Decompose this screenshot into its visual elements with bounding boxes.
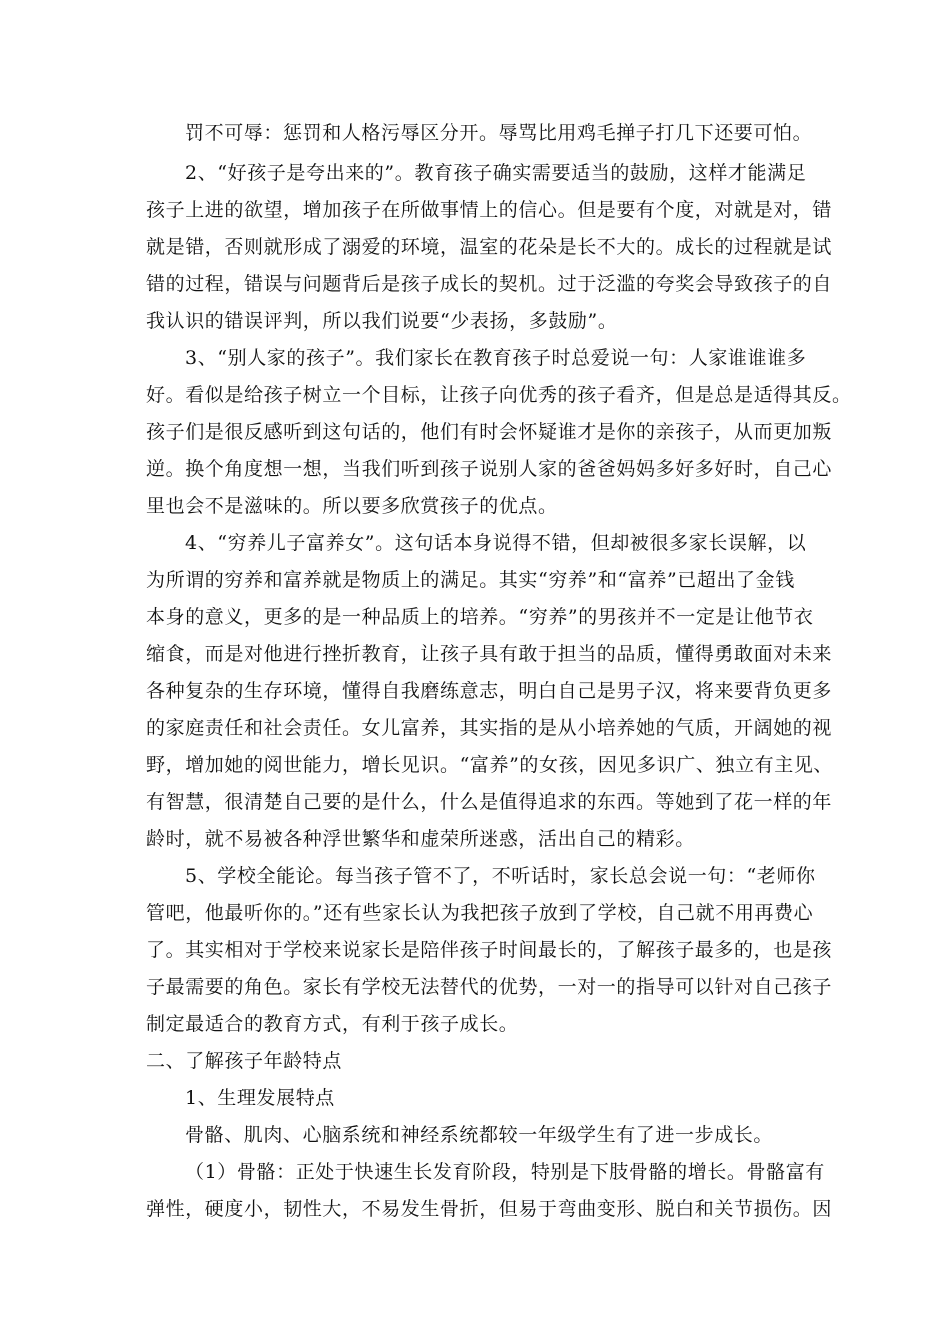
text-line: 3、“别人家的孩子”。我们家长在教育孩子时总爱说一句：人家谁谁谁多 <box>185 347 807 369</box>
subsection-heading: 1、生理发展特点 <box>185 1087 335 1109</box>
text-line: 本身的意义，更多的是一种品质上的培养。“穷养”的男孩并不一定是让他节衣 <box>146 606 814 628</box>
text-line: 弹性，硬度小，韧性大，不易发生骨折，但易于弯曲变形、脱白和关节损伤。因 <box>146 1198 833 1220</box>
text-line: 逆。换个角度想一想，当我们听到孩子说别人家的爸爸妈妈多好多好时，自己心 <box>146 458 833 480</box>
text-line: 罚不可辱：惩罚和人格污辱区分开。辱骂比用鸡毛掸子打几下还要可怕。 <box>185 122 813 144</box>
text-line: 4、“穷养儿子富养女”。这句话本身说得不错，但却被很多家长误解，以 <box>185 532 807 554</box>
text-line: 子最需要的角色。家长有学校无法替代的优势，一对一的指导可以针对自己孩子 <box>146 976 833 998</box>
text-line: 孩子们是很反感听到这句话的，他们有时会怀疑谁才是你的亲孩子，从而更加叛 <box>146 421 833 443</box>
text-line: 就是错，否则就形成了溺爱的环境，温室的花朵是长不大的。成长的过程就是试 <box>146 236 833 258</box>
text-line: 里也会不是滋味的。所以要多欣赏孩子的优点。 <box>146 495 558 517</box>
text-line: 了。其实相对于学校来说家长是陪伴孩子时间最长的，了解孩子最多的，也是孩 <box>146 939 833 961</box>
text-line: 孩子上进的欲望，增加孩子在所做事情上的信心。但是要有个度，对就是对，错 <box>146 199 833 221</box>
text-line: （1）骨骼：正处于快速生长发育阶段，特别是下肢骨骼的增长。骨骼富有 <box>185 1161 825 1183</box>
text-line: 骨骼、肌肉、心脑系统和神经系统都较一年级学生有了进一步成长。 <box>185 1124 774 1146</box>
text-line: 好。看似是给孩子树立一个目标，让孩子向优秀的孩子看齐，但是总是适得其反。 <box>146 384 852 406</box>
text-line: 5、学校全能论。每当孩子管不了，不听话时，家长总会说一句：“老师你 <box>185 865 816 887</box>
text-line: 各种复杂的生存环境，懂得自我磨练意志，明白自己是男子汉，将来要背负更多 <box>146 680 833 702</box>
text-line: 龄时，就不易被各种浮世繁华和虚荣所迷惑，活出自己的精彩。 <box>146 828 695 850</box>
text-line: 错的过程，错误与问题背后是孩子成长的契机。过于泛滥的夸奖会导致孩子的自 <box>146 273 833 295</box>
text-line: 的家庭责任和社会责任。女儿富养，其实指的是从小培养她的气质，开阔她的视 <box>146 717 833 739</box>
text-line: 为所谓的穷养和富养就是物质上的满足。其实“穷养”和“富养”已超出了金钱 <box>146 569 795 591</box>
text-line: 2、“好孩子是夸出来的”。教育孩子确实需要适当的鼓励，这样才能满足 <box>185 162 807 184</box>
text-line: 缩食，而是对他进行挫折教育，让孩子具有敢于担当的品质，懂得勇敢面对未来 <box>146 643 833 665</box>
section-heading: 二、了解孩子年龄特点 <box>146 1050 343 1072</box>
text-line: 我认识的错误评判，所以我们说要“少表扬，多鼓励”。 <box>146 310 618 332</box>
text-line: 管吧，他最听你的。”还有些家长认为我把孩子放到了学校，自己就不用再费心 <box>146 902 814 924</box>
text-line: 有智慧，很清楚自己要的是什么，什么是值得追求的东西。等她到了花一样的年 <box>146 791 833 813</box>
text-line: 制定最适合的教育方式，有利于孩子成长。 <box>146 1013 519 1035</box>
text-line: 野，增加她的阅世能力，增长见识。“富养”的女孩，因见多识广、独立有主见、 <box>146 754 834 776</box>
